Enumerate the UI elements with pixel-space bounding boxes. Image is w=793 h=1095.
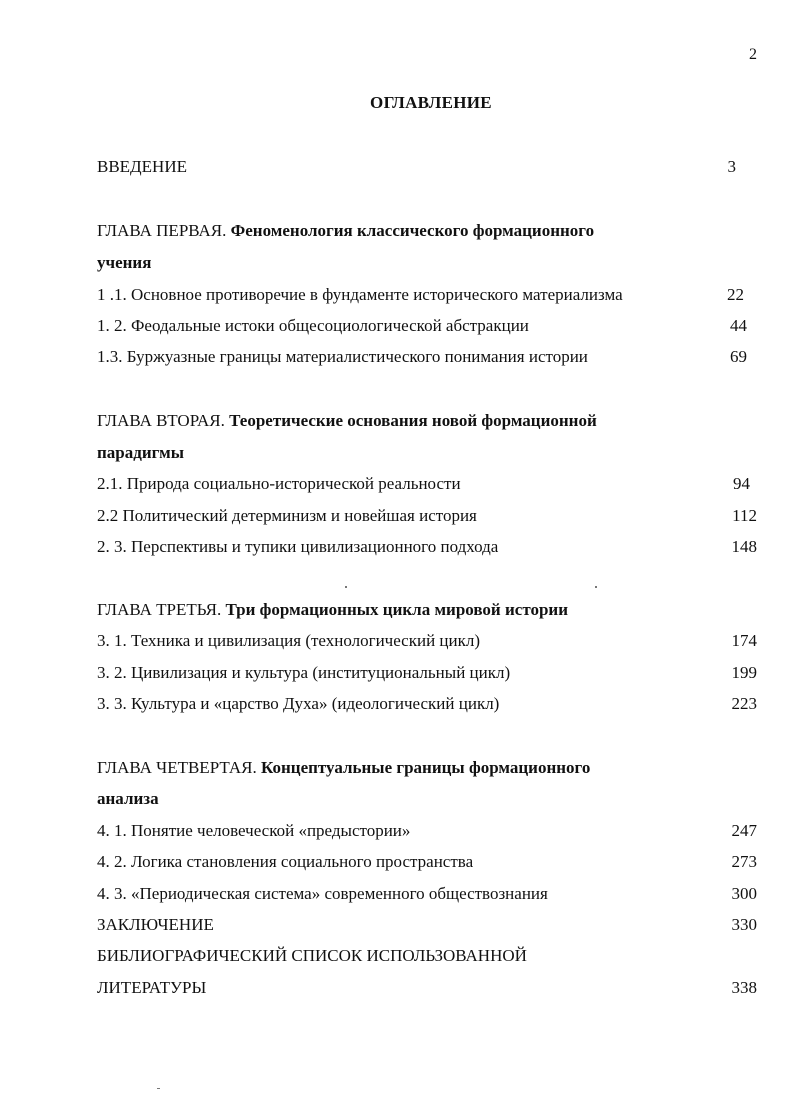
toc-entry-label: 2. 3. Перспективы и тупики цивилизационного подхода — [97, 537, 499, 556]
chapter-1-heading — [97, 219, 757, 243]
toc-intro[interactable] — [97, 155, 757, 179]
chapter-3-heading — [97, 598, 757, 622]
chapter-2-prefix: ГЛАВА ВТОРАЯ. — [97, 411, 225, 430]
toc-entry-page: 273 — [731, 852, 757, 871]
chapter-2-title-cont: парадигмы — [97, 443, 184, 462]
toc-bibliography-label-cont: ЛИТЕРАТУРЫ — [97, 978, 207, 997]
chapter-4-heading-cont — [97, 787, 757, 811]
toc-entry[interactable] — [97, 345, 757, 369]
toc-entry[interactable] — [97, 819, 757, 843]
toc-entry-label: 2.2 Политический детерминизм и новейшая история — [97, 506, 477, 525]
toc-bibliography-label: БИБЛИОГРАФИЧЕСКИЙ СПИСОК ИСПОЛЬЗОВАННОЙ — [97, 946, 527, 965]
toc-entry-label: 2.1. Природа социально-исторической реальности — [97, 474, 461, 493]
toc-entry-label: 3. 3. Культура и «царство Духа» (идеологический цикл) — [97, 694, 500, 713]
toc-entry[interactable] — [97, 629, 757, 653]
chapter-2-heading — [97, 409, 757, 433]
toc-entry-page: 223 — [731, 694, 757, 713]
toc-entry-page: 247 — [731, 821, 757, 840]
toc-entry[interactable] — [97, 283, 757, 307]
chapter-4-prefix: ГЛАВА ЧЕТВЕРТАЯ. — [97, 758, 257, 777]
toc-entry-label: 1 .1. Основное противоречие в фундаменте исторического материализма — [97, 285, 623, 304]
toc-entry-label: 4. 2. Логика становления социального пространства — [97, 852, 474, 871]
toc-entry[interactable] — [97, 504, 757, 528]
toc-bibliography-page: 338 — [731, 978, 757, 997]
chapter-2-title: Теоретические основания новой формационной — [229, 411, 597, 430]
chapter-1-title-cont: учения — [97, 253, 152, 272]
toc-entry-page: 22 — [727, 285, 744, 304]
toc-conclusion-page: 330 — [731, 915, 757, 934]
toc-entry-page: 112 — [732, 506, 757, 525]
scan-speck — [595, 586, 597, 588]
toc-entry-label: 3. 2. Цивилизация и культура (институциональный цикл) — [97, 663, 511, 682]
chapter-4-heading — [97, 756, 757, 780]
toc-entry[interactable] — [97, 850, 757, 874]
toc-bibliography-cont[interactable] — [97, 976, 757, 1000]
toc-conclusion[interactable] — [97, 913, 757, 937]
toc-entry[interactable] — [97, 314, 757, 338]
toc-entry-page: 148 — [731, 537, 757, 556]
toc-entry-label: 1.3. Буржуазные границы материалистического понимания истории — [97, 347, 588, 366]
toc-entry-label: 4. 3. «Периодическая система» современного обществознания — [97, 884, 548, 903]
page-number: 2 — [749, 46, 757, 63]
chapter-1-prefix: ГЛАВА ПЕРВАЯ. — [97, 221, 227, 240]
toc-entry[interactable] — [97, 535, 757, 559]
page-title: ОГЛАВЛЕНИЕ — [370, 93, 492, 112]
toc-entry-page: 174 — [731, 631, 757, 650]
toc-intro-page: 3 — [727, 157, 736, 176]
toc-entry-label: 3. 1. Техника и цивилизация (технологический цикл) — [97, 631, 481, 650]
toc-entry-page: 69 — [730, 347, 747, 366]
toc-conclusion-label: ЗАКЛЮЧЕНИЕ — [97, 915, 214, 934]
chapter-1-heading-cont — [97, 251, 757, 275]
toc-entry[interactable] — [97, 882, 757, 906]
toc-entry-page: 94 — [733, 474, 750, 493]
chapter-2-heading-cont — [97, 441, 757, 465]
toc-bibliography[interactable] — [97, 944, 757, 968]
toc-entry-label: 1. 2. Феодальные истоки общесоциологической абстракции — [97, 316, 529, 335]
toc-entry-page: 300 — [731, 884, 757, 903]
scan-speck — [345, 586, 347, 588]
toc-entry-page: 199 — [731, 663, 757, 682]
chapter-3-prefix: ГЛАВА ТРЕТЬЯ. — [97, 600, 222, 619]
toc-entry[interactable] — [97, 472, 757, 496]
toc-entry-page: 44 — [730, 316, 747, 335]
chapter-4-title-cont: анализа — [97, 789, 159, 808]
chapter-4-title: Концептуальные границы формационного — [261, 758, 591, 777]
chapter-3-title: Три формационных цикла мировой истории — [225, 600, 568, 619]
toc-entry-label: 4. 1. Понятие человеческой «предыстории» — [97, 821, 411, 840]
toc-entry[interactable] — [97, 661, 757, 685]
toc-intro-label: ВВЕДЕНИЕ — [97, 157, 187, 176]
toc-entry[interactable] — [97, 692, 757, 716]
scan-speck — [157, 1088, 160, 1089]
chapter-1-title: Феноменология классического формационного — [230, 221, 595, 240]
